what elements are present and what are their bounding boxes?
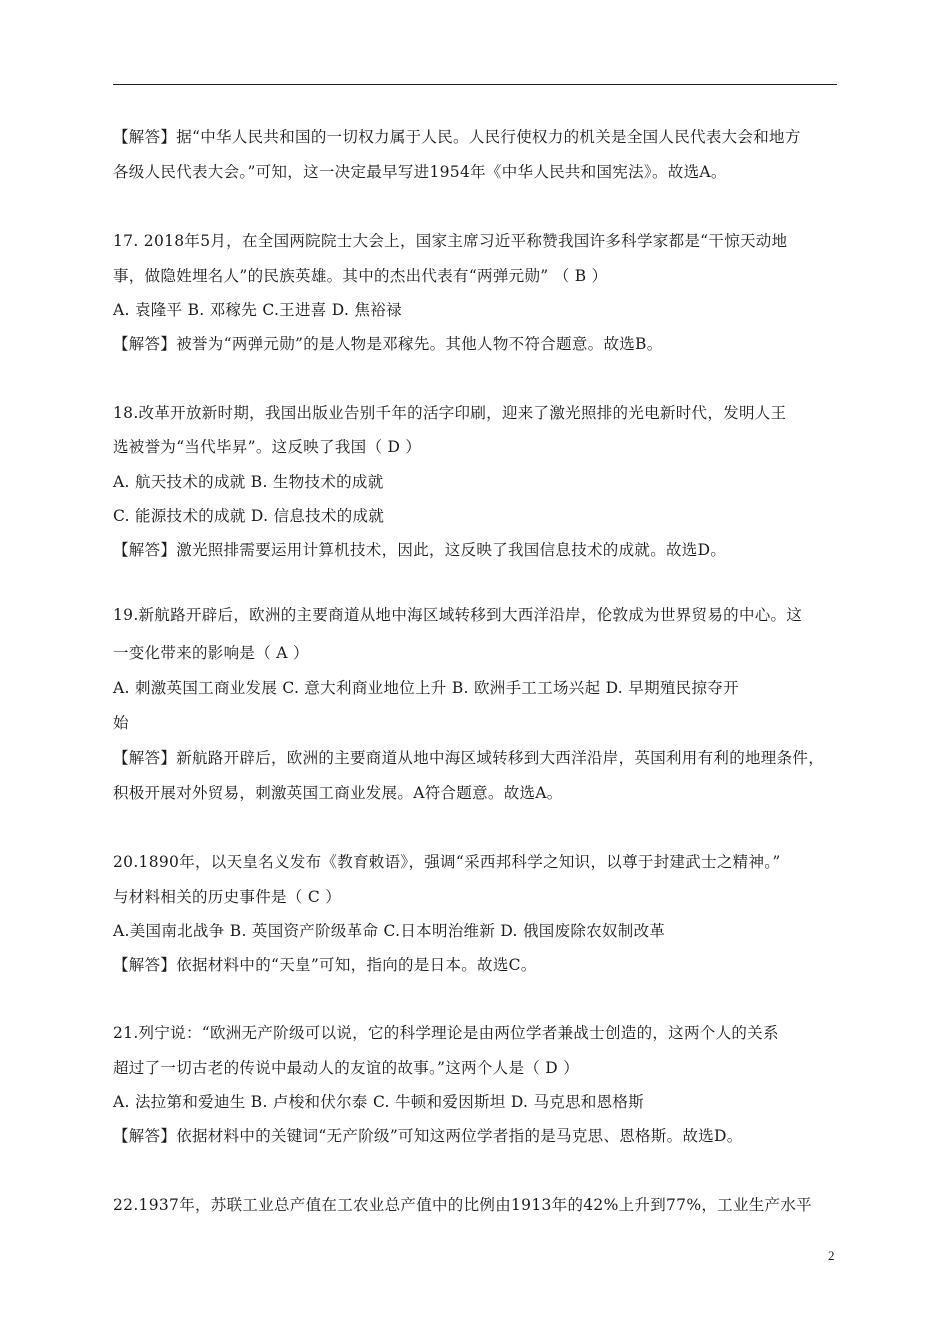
text-line: 【解答】激光照排需要运用计算机技术，因此，这反映了我国信息技术的成就。故选D。 [113, 541, 727, 559]
text-line: 选被誉为“当代毕昇”。这反映了我国（ D ） [113, 438, 422, 456]
page-number: 2 [828, 1248, 835, 1263]
text-line: C. 能源技术的成就 D. 信息技术的成就 [113, 507, 385, 525]
text-line: A. 袁隆平 B. 邓稼先 C.王进喜 D. 焦裕禄 [113, 301, 402, 319]
text-line: 【解答】被誉为“两弹元勋”的是人物是邓稼先。其他人物不符合题意。故选B。 [113, 335, 663, 353]
text-line: A. 航天技术的成就 B. 生物技术的成就 [113, 473, 384, 491]
text-line: 【解答】新航路开辟后，欧洲的主要商道从地中海区域转移到大西洋沿岸，英国利用有利的地理条件， [113, 749, 825, 767]
text-line: A. 刺激英国工商业发展 C. 意大利商业地位上升 B. 欧洲手工工场兴起 D. 早期殖民掠夺开 [113, 679, 739, 697]
text-line: A.美国南北战争 B. 英国资产阶级革命 C.日本明治维新 D. 俄国废除农奴制改革 [113, 922, 666, 940]
text-line: 【解答】据“中华人民共和国的一切权力属于人民。人民行使权力的机关是全国人民代表大会和地方 [113, 128, 801, 146]
text-line: 19.新航路开辟后，欧洲的主要商道从地中海区域转移到大西洋沿岸，伦敦成为世界贸易的中心。这 [113, 606, 803, 624]
text-line: 【解答】依据材料中的“天皇”可知，指向的是日本。故选C。 [113, 956, 537, 974]
text-line: 22.1937年，苏联工业总产值在工农业总产值中的比例由1913年的42%上升到77%，工业生产水平 [113, 1196, 812, 1214]
text-line: 与材料相关的历史事件是（ C ） [113, 888, 342, 906]
text-line: 21.列宁说：“欧洲无产阶级可以说，它的科学理论是由两位学者兼战士创造的，这两个人的关系 [113, 1024, 779, 1042]
text-line: A. 法拉第和爱迪生 B. 卢梭和伏尔泰 C. 牛顿和爱因斯坦 D. 马克思和恩格斯 [113, 1093, 645, 1111]
text-line: 积极开展对外贸易，刺激英国工商业发展。A符合题意。故选A。 [113, 784, 563, 802]
text-line: 超过了一切古老的传说中最动人的友谊的故事。”这两个人是（ D ） [113, 1059, 580, 1077]
text-line: 事，做隐姓埋名人”的民族英雄。其中的杰出代表有“两弹元勋” （ B ） [113, 267, 608, 285]
text-line: 17. 2018年5月，在全国两院院士大会上，国家主席习近平称赞我国许多科学家都是“干惊天动地 [113, 232, 788, 250]
text-line: 20.1890年，以天皇名义发布《教育敕语》，强调“采西邦科学之知识，以尊于封建武士之精神。” [113, 853, 781, 871]
text-line: 18.改革开放新时期，我国出版业告别千年的活字印刷，迎来了激光照排的光电新时代，发明人王 [113, 404, 787, 422]
header-rule [113, 84, 837, 85]
text-line: 始 [113, 714, 129, 732]
text-line: 一变化带来的影响是（ A ） [113, 644, 309, 662]
text-line: 各级人民代表大会。”可知，这一决定最早写进1954年《中华人民共和国宪法》。故选A。 [113, 163, 727, 181]
text-line: 【解答】依据材料中的关键词“无产阶级”可知这两位学者指的是马克思、恩格斯。故选D。 [113, 1127, 743, 1145]
